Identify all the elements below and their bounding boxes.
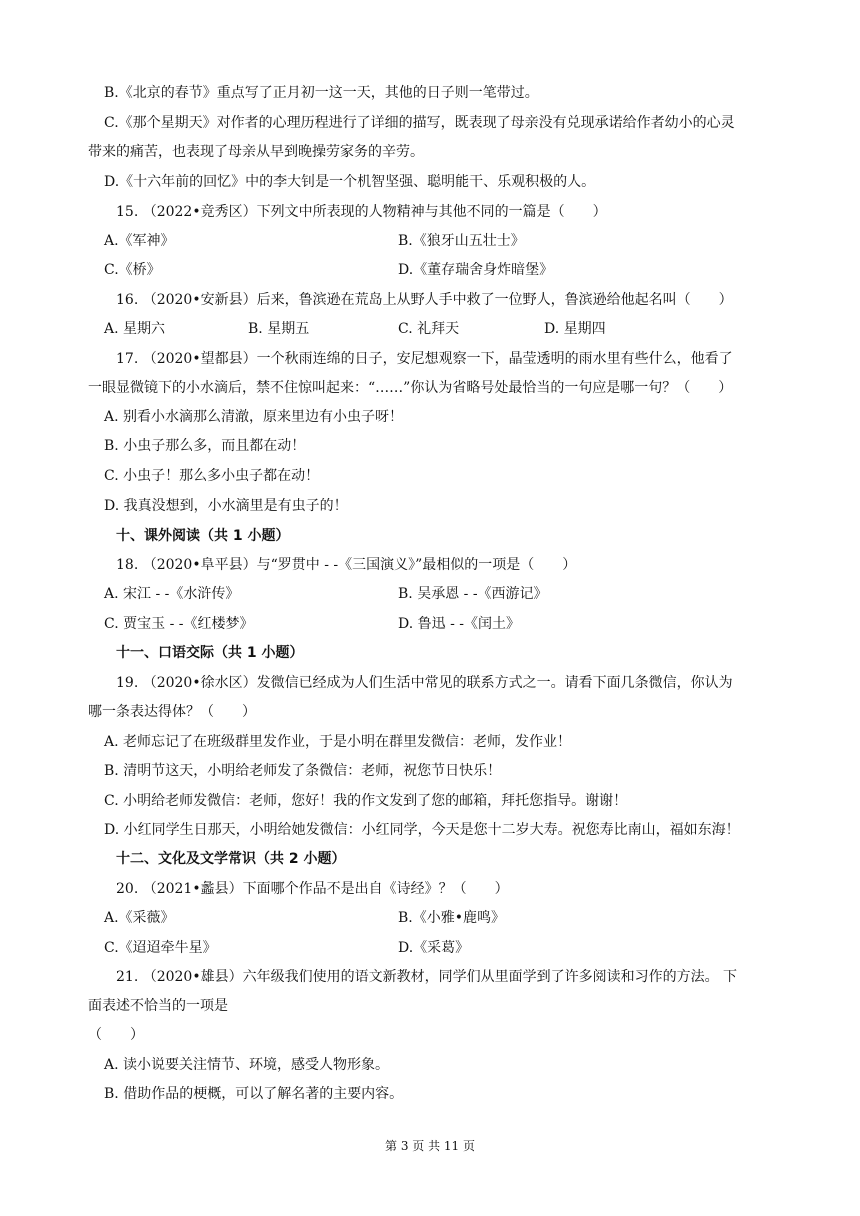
- question-17: 17. （2020•望都县）一个秋雨连绵的日子，安尼想观察一下，晶莹透明的雨水里有些什么，他看了: [116, 351, 733, 367]
- option-a: A.《军神》: [104, 233, 175, 249]
- option-line: C.《那个星期天》对作者的心理历程进行了详细的描写，既表现了母亲没有兑现承诺给作者幼小的心灵: [104, 115, 735, 131]
- option-a: A. 宋江 - -《水浒传》: [104, 586, 240, 602]
- option-b: B. 小虫子那么多，而且都在动！: [104, 438, 306, 454]
- question-17-continuation: 一眼显微镜下的小水滴后，禁不住惊叫起来：“……”你认为省略号处最恰当的一句应是哪一句？（ ）: [88, 380, 733, 396]
- option-a: A. 星期六: [104, 321, 166, 337]
- option-d: D.《采葛》: [398, 940, 470, 956]
- section-heading: 十、课外阅读（共 1 小题）: [116, 528, 290, 544]
- question-21-continuation: 面表述不恰当的一项是: [88, 998, 228, 1014]
- option-c: C.《桥》: [104, 262, 161, 278]
- option-line: B.《北京的春节》重点写了正月初一这一天，其他的日子则一笔带过。: [104, 85, 539, 101]
- option-d: D. 小红同学生日那天，小明给她发微信：小红同学，今天是您十二岁大寿。祝您寿比南山，福如东海！: [104, 822, 740, 838]
- option-line: D.《十六年前的回忆》中的李大钊是一个机智坚强、聪明能干、乐观积极的人。: [104, 174, 596, 190]
- option-d: D.《董存瑞舍身炸暗堡》: [398, 262, 554, 278]
- option-c: C. 小明给老师发微信：老师，您好！我的作文发到了您的邮箱，拜托您指导。谢谢！: [104, 793, 628, 809]
- option-c: C. 贾宝玉 - -《红楼梦》: [104, 616, 254, 632]
- question-21: 21. （2020•雄县）六年级我们使用的语文新教材，同学们从里面学到了许多阅读和习作的方法。 下: [116, 969, 738, 985]
- option-d: D. 鲁迅 - -《闰土》: [398, 616, 520, 632]
- question-19: 19. （2020•徐水区）发微信已经成为人们生活中常见的联系方式之一。请看下面几条微信，你认为: [116, 675, 733, 691]
- option-c: C.《迢迢牵牛星》: [104, 940, 217, 956]
- option-a: A. 读小说要关注情节、环境，感受人物形象。: [104, 1057, 390, 1073]
- page-footer: 第 3 页 共 11 页: [385, 1139, 475, 1153]
- option-line-continuation: 带来的痛苦，也表现了母亲从早到晚操劳家务的辛劳。: [88, 144, 424, 160]
- option-c: C. 礼拜天: [398, 321, 460, 337]
- option-a: A. 老师忘记了在班级群里发作业，于是小明在群里发微信：老师，发作业！: [104, 734, 572, 750]
- option-b: B. 星期五: [248, 321, 310, 337]
- option-a: A. 别看小水滴那么清澈，原来里边有小虫子呀！: [104, 409, 404, 425]
- question-20: 20. （2021•蠡县）下面哪个作品不是出自《诗经》？（ ）: [116, 881, 509, 897]
- section-heading: 十一、口语交际（共 1 小题）: [116, 645, 304, 661]
- question-18: 18. （2020•阜平县）与“罗贯中 - -《三国演义》”最相似的一项是（ ）: [116, 557, 577, 573]
- question-16: 16. （2020•安新县）后来，鲁滨逊在荒岛上从野人手中救了一位野人，鲁滨逊给他起名叫（ ）: [116, 292, 733, 308]
- question-19-continuation: 哪一条表达得体？（ ）: [88, 704, 256, 720]
- option-b: B.《狼牙山五壮士》: [398, 233, 525, 249]
- option-b: B. 清明节这天，小明给老师发了条微信：老师，祝您节日快乐！: [104, 763, 502, 779]
- option-b: B. 借助作品的梗概，可以了解名著的主要内容。: [104, 1086, 404, 1102]
- option-c: C. 小虫子！那么多小虫子都在动！: [104, 468, 320, 484]
- option-d: D. 我真没想到，小水滴里是有虫子的！: [104, 498, 348, 514]
- option-b: B. 吴承恩 - -《西游记》: [398, 586, 548, 602]
- answer-bracket: （ ）: [88, 1027, 144, 1043]
- option-d: D. 星期四: [544, 321, 606, 337]
- option-a: A.《采薇》: [104, 910, 175, 926]
- option-b: B.《小雅•鹿鸣》: [398, 910, 505, 926]
- question-15: 15. （2022•竞秀区）下列文中所表现的人物精神与其他不同的一篇是（ ）: [116, 204, 607, 220]
- section-heading: 十二、文化及文学常识（共 2 小题）: [116, 851, 346, 867]
